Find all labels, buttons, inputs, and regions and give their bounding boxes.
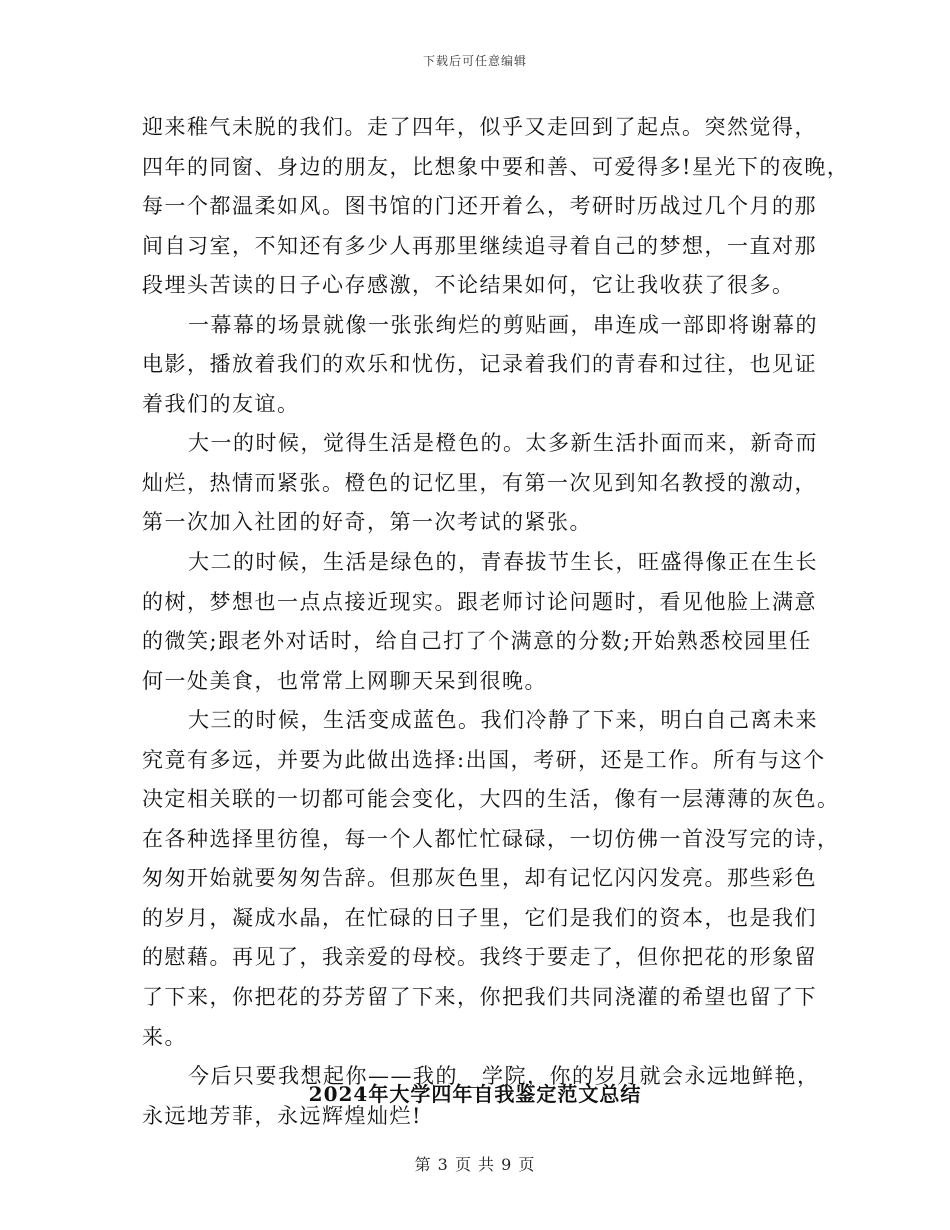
text-line: 迎来稚气未脱的我们。走了四年，似乎又走回到了起点。突然觉得， xyxy=(142,115,817,139)
text-line: 匆匆开始就要匆匆告辞。但那灰色里，却有记忆闪闪发亮。那些彩色 xyxy=(142,866,817,891)
text-line: 来。 xyxy=(142,1024,187,1049)
text-line: 电影，播放着我们的欢乐和忧伤，记录着我们的青春和过往，也见证 xyxy=(142,352,817,377)
text-line: 今后只要我想起你——我的__学院，你的岁月就会永远地鲜艳， xyxy=(188,1064,820,1089)
text-line: 大二的时候，生活是绿色的，青春拔节生长，旺盛得像正在生长 xyxy=(188,550,818,575)
text-line: 决定相关联的一切都可能会变化，大四的生活，像有一层薄薄的灰色。 xyxy=(142,787,840,812)
text-line: 永远地芳菲，永远辉煌灿烂! xyxy=(142,1103,422,1128)
text-line: 四年的同窗、身边的朋友，比想象中要和善、可爱得多!星光下的夜晚， xyxy=(142,154,850,179)
text-line: 究竟有多远，并要为此做出选择:出国，考研，还是工作。所有与这个 xyxy=(142,747,826,772)
text-line: 灿烂，热情而紧张。橙色的记忆里，有第一次见到知名教授的激动， xyxy=(142,470,817,495)
text-line: 大三的时候，生活变成蓝色。我们冷静了下来，明白自己离未来 xyxy=(188,708,818,733)
text-line: 每一个都温柔如风。图书馆的门还开着么，考研时历战过几个月的那 xyxy=(142,194,817,219)
text-line: 的岁月，凝成水晶，在忙碌的日子里，它们是我们的资本，也是我们 xyxy=(142,905,817,930)
text-line: 第一次加入社团的好奇，第一次考试的紧张。 xyxy=(142,510,592,535)
text-line: 何一处美食，也常常上网聊天呆到很晚。 xyxy=(142,668,547,693)
text-line: 在各种选择里彷徨，每一个人都忙忙碌碌，一切仿佛一首没写完的诗， xyxy=(142,826,840,851)
text-line: 一幕幕的场景就像一张张绚烂的剪贴画，串连成一部即将谢幕的 xyxy=(188,312,818,337)
text-line: 间自习室，不知还有多少人再那里继续追寻着自己的梦想，一直对那 xyxy=(142,233,817,258)
text-line: 着我们的友谊。 xyxy=(142,391,300,416)
text-line: 段埋头苦读的日子心存感激，不论结果如何，它让我收获了很多。 xyxy=(142,273,795,298)
page-footer: 第 3 页 共 9 页 xyxy=(414,1155,536,1174)
text-line: 了下来，你把花的芬芳留了下来，你把我们共同浇灌的希望也留了下 xyxy=(142,985,817,1010)
page-header: 下载后可任意编辑 xyxy=(422,54,527,68)
document-body xyxy=(142,108,850,1136)
text-line: 的微笑;跟老外对话时，给自己打了个满意的分数;开始熟悉校园里任 xyxy=(142,629,812,654)
text-line: 大一的时候，觉得生活是橙色的。太多新生活扑面而来，新奇而 xyxy=(188,431,818,456)
text-line: 的慰藉。再见了，我亲爱的母校。我终于要走了，但你把花的形象留 xyxy=(142,945,817,970)
section-title: 2024年大学四年自我鉴定范文总结 xyxy=(308,1082,642,1106)
text-line: 的树，梦想也一点点接近现实。跟老师讨论问题时，看见他脸上满意 xyxy=(142,589,817,614)
